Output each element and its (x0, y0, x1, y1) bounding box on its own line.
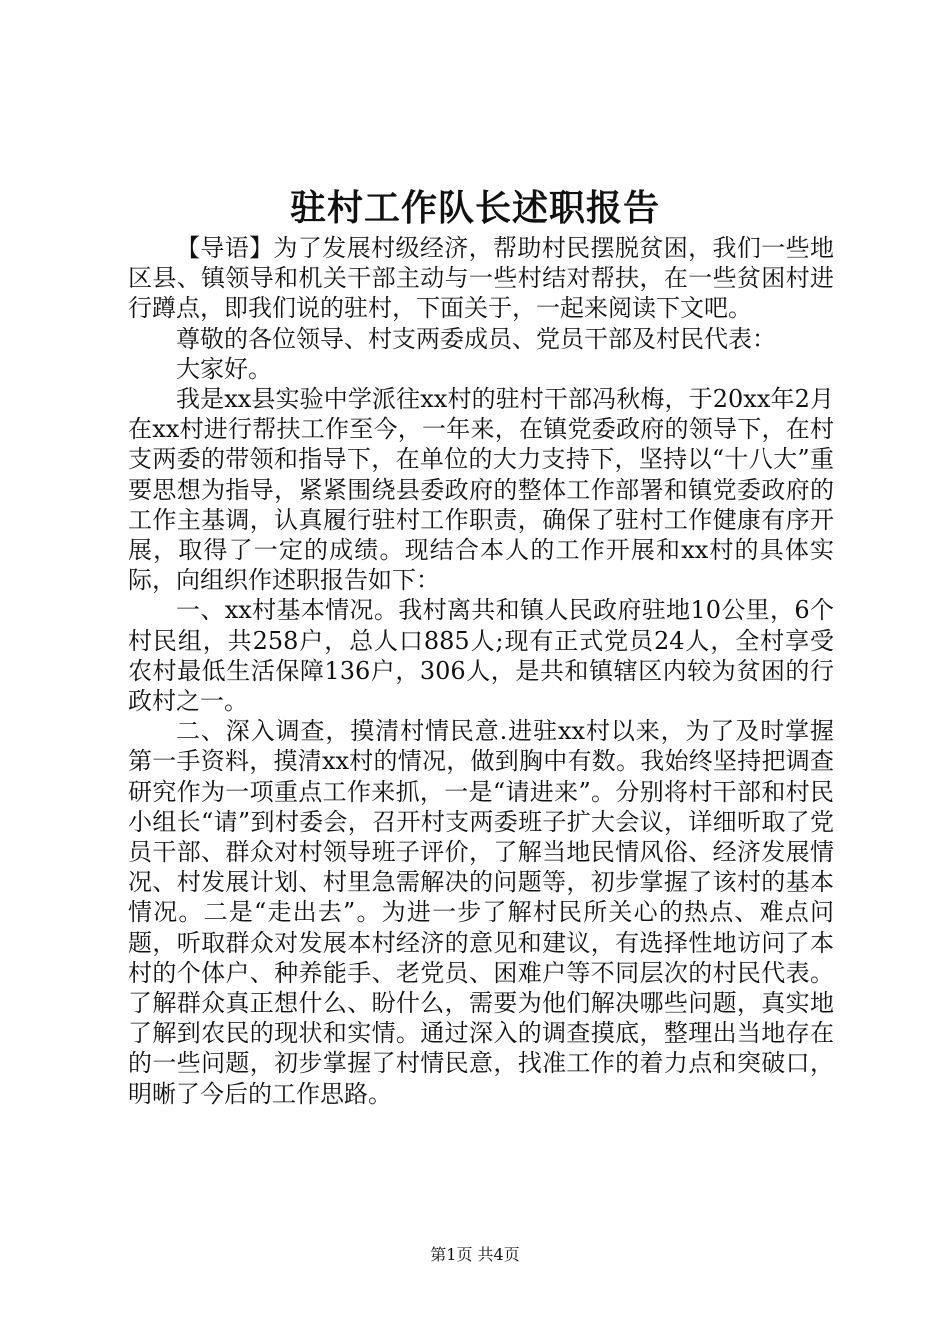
self-introduction-paragraph: 我是xx县实验中学派往xx村的驻村干部冯秋梅，于20xx年2月在xx村进行帮扶工作至今，一年来，在镇党委政府的领导下，在村支两委的带领和指导下，在单位的大力支持下，坚持以“十八大”重要思想为指导，紧紧围绕县委政府的整体工作部署和镇党委政府的工作主基调，认真履行驻村工作职责，确保了驻村工作健康有序开展，取得了一定的成绩。现结合本人的工作开展和xx村的具体实际，向组织作述职报告如下： (128, 385, 834, 595)
section-two-paragraph: 二、深入调查，摸清村情民意.进驻xx村以来，为了及时掌握第一手资料，摸清xx村的情况，做到胸中有数。我始终坚持把调查研究作为一项重点工作来抓，一是“请进来”。分别将村干部和村民小组长“请”到村委会，召开村支两委班子扩大会议，详细听取了党员干部、群众对村领导班子评价，了解当地民情风俗、经济发展情况、村发展计划、村里急需解决的问题等，初步掌握了该村的基本情况。二是“走出去”。为进一步了解村民所关心的热点、难点问题，听取群众对发展本村经济的意见和建议，有选择性地访问了本村的个体户、种养能手、老党员、困难户等不同层次的村民代表。了解群众真正想什么、盼什么，需要为他们解决哪些问题，真实地了解到农民的现状和实情。通过深入的调查摸底，整理出当地存在的一些问题，初步掌握了村情民意，找准工作的着力点和突破口，明晰了今后的工作思路。 (128, 717, 834, 1108)
document-body (128, 233, 834, 1109)
intro-paragraph: 【导语】为了发展村级经济，帮助村民摆脱贫困，我们一些地区县、镇领导和机关干部主动与一些村结对帮扶，在一些贫困村进行蹲点，即我们说的驻村，下面关于，一起来阅读下文吧。 (128, 234, 834, 323)
document-title: 驻村工作队长述职报告 (289, 187, 660, 229)
greeting-paragraph: 大家好。 (176, 354, 272, 383)
page-number-footer: 第1页 共4页 (430, 1245, 520, 1264)
salutation-paragraph: 尊敬的各位领导、村支两委成员、党员干部及村民代表： (176, 324, 776, 353)
section-one-paragraph: 一、xx村基本情况。我村离共和镇人民政府驻地10公里，6个村民组，共258户，总人口885人;现有正式党员24人，全村享受农村最低生活保障136户，306人，是共和镇辖区内较为贫困的行政村之一。 (128, 596, 834, 716)
